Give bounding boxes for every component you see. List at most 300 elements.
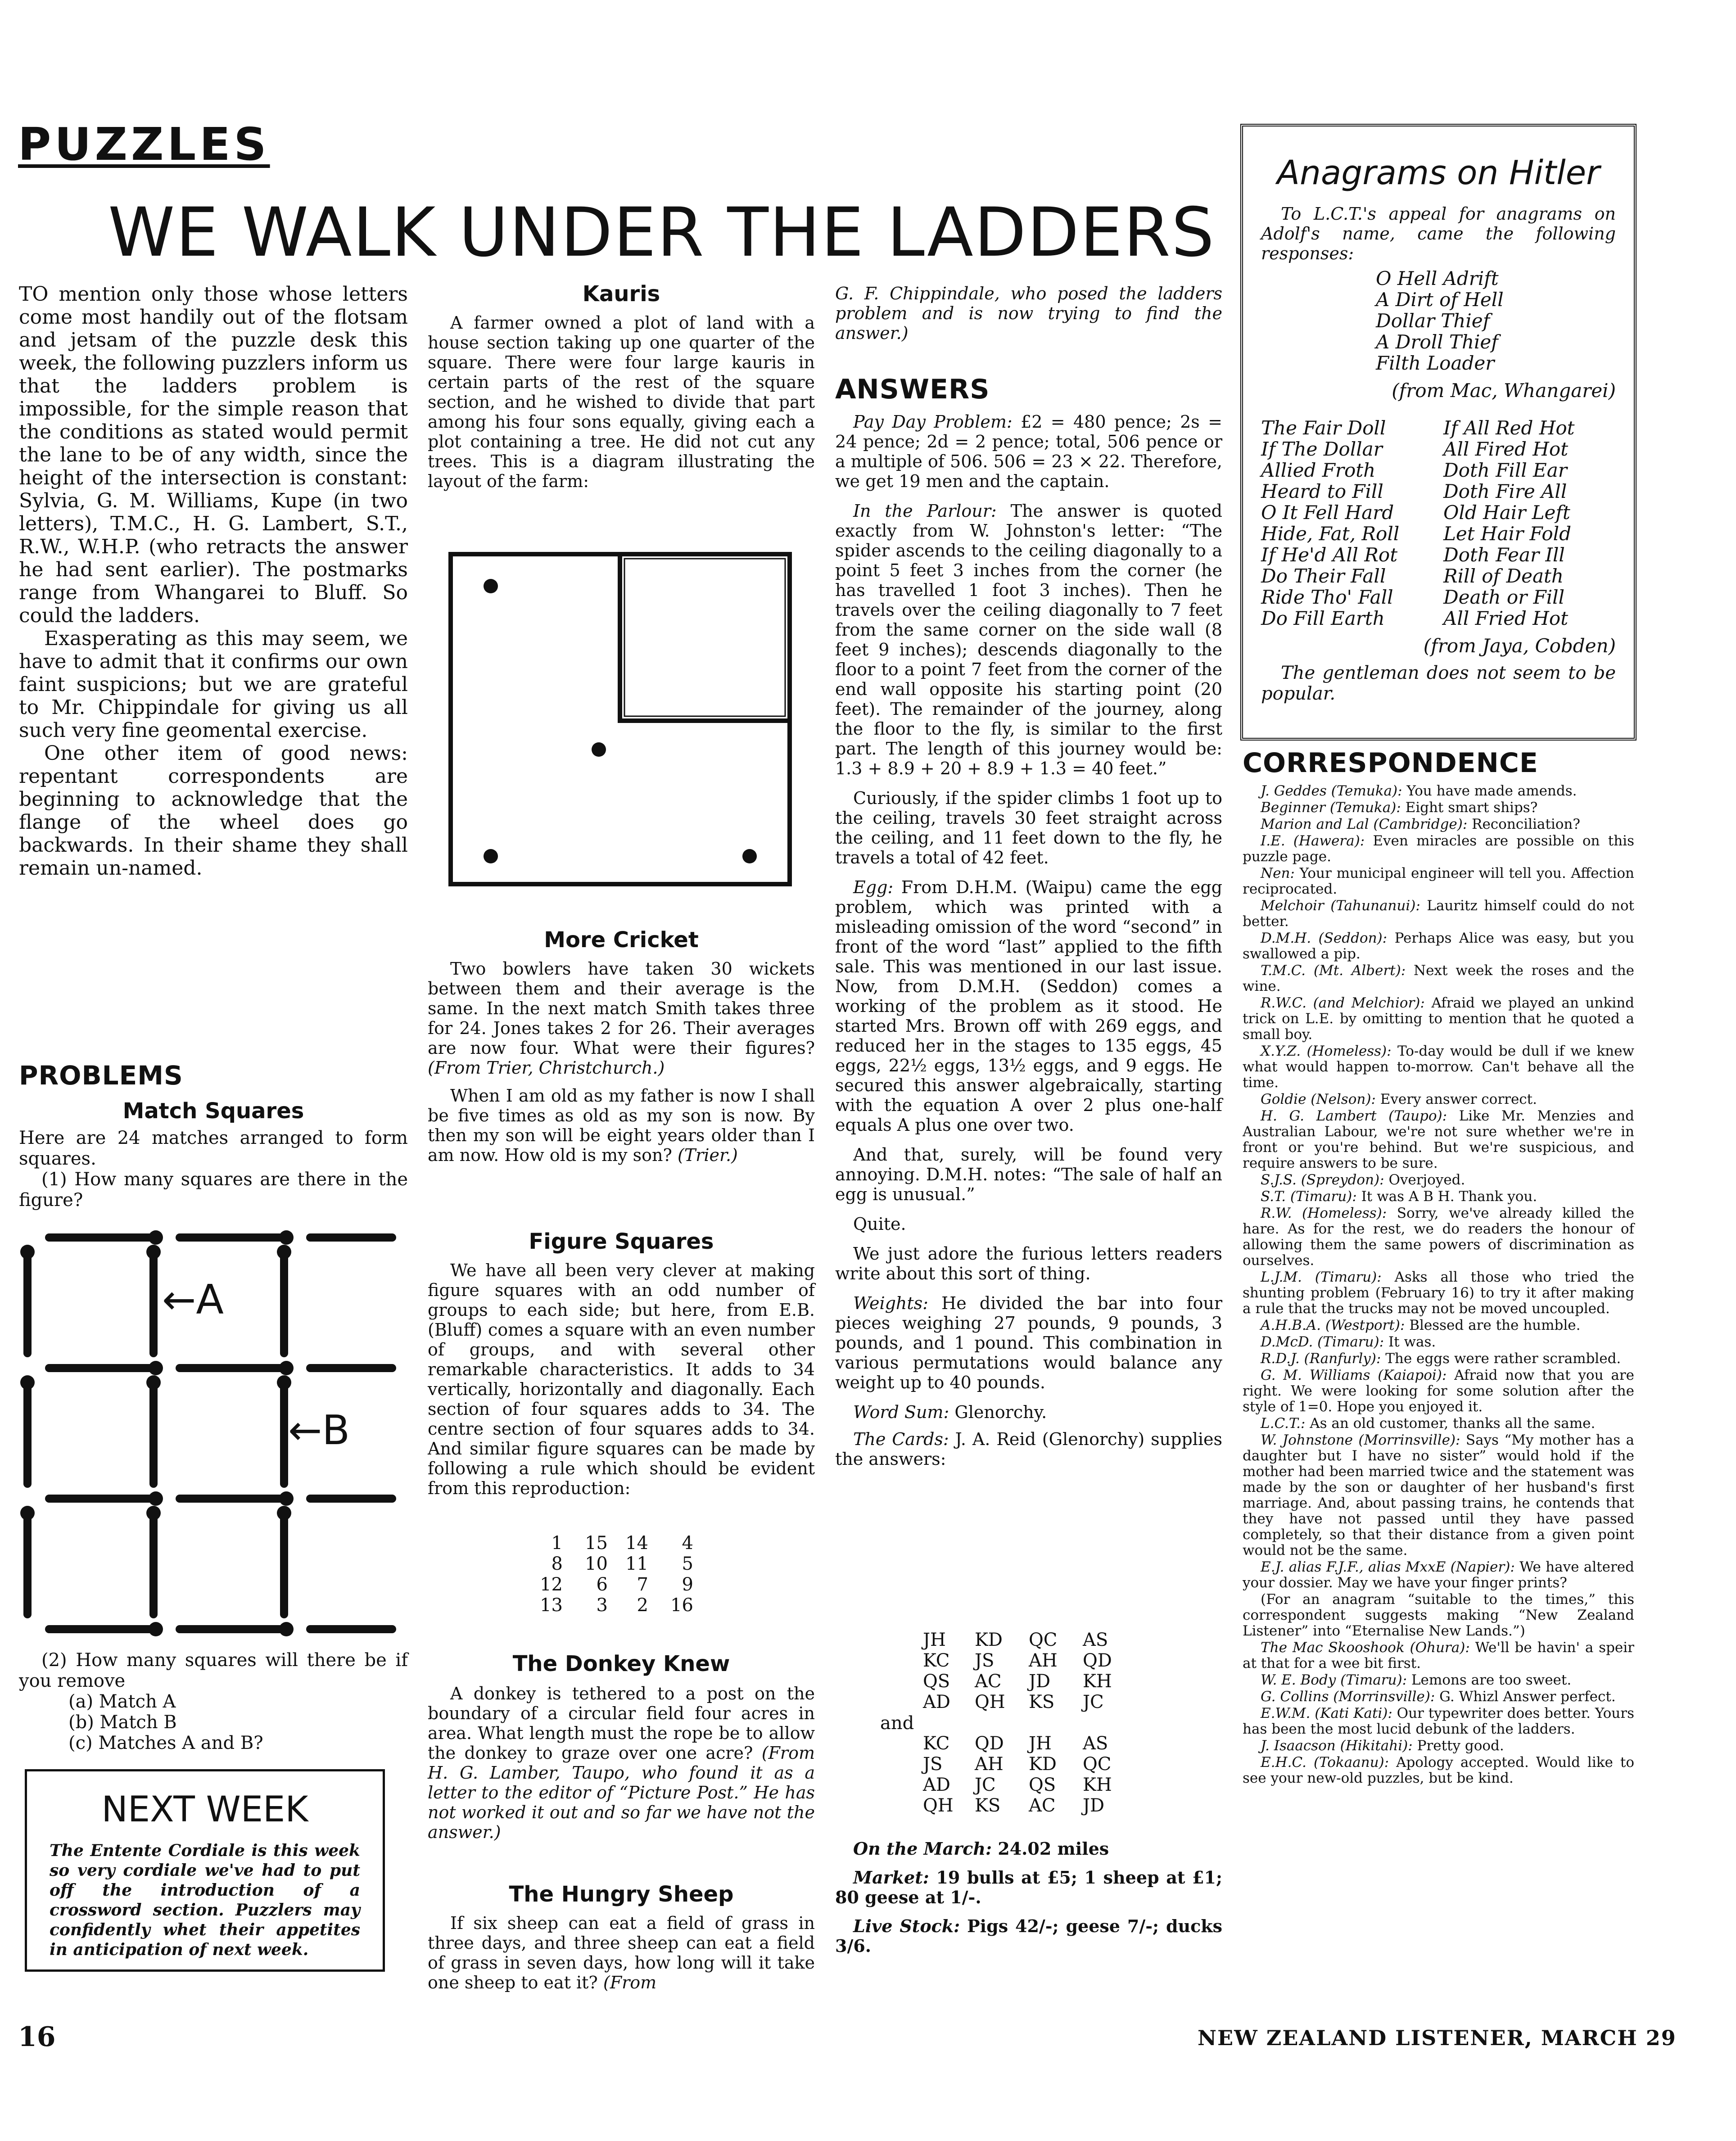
corr-name: G. M. Williams (Kaiapoi): xyxy=(1261,1367,1447,1383)
corr-name: J. Isaacson (Hikitahi): xyxy=(1261,1738,1413,1754)
donkey-title: The Donkey Knew xyxy=(512,1651,730,1676)
corr-name: W. Johnstone (Morrinsville): xyxy=(1261,1432,1460,1448)
match-stick xyxy=(176,1364,288,1372)
anagram-item: If He'd All Rot xyxy=(1261,544,1398,566)
corr-text: Afraid we played an unkind trick on L.E. by omitting to mention that he quoted a small boy. xyxy=(1243,995,1634,1043)
grid-cell: 1 xyxy=(551,1533,563,1554)
match-head xyxy=(277,1245,291,1259)
anagram-item: Do Fill Earth xyxy=(1261,607,1385,629)
anagram-item: Allied Froth xyxy=(1261,459,1376,481)
donkey-credit: (From H. G. Lamber, Taupo, who found it as a letter to the editor of “Picture Post.” He has not worked it out and so far we have not the answer.) xyxy=(428,1743,815,1842)
weights-text: He divided the bar into four pieces weighing 27 pounds, 9 pounds, 3 pounds, and 1 pound. This combination in various permutations would balance any weight up to 40 pounds. xyxy=(835,1293,1222,1392)
answers-body xyxy=(835,412,1222,1469)
anagrams-title: Anagrams on Hitler xyxy=(1277,154,1600,192)
grid-cell: 13 xyxy=(540,1595,563,1616)
corr-text: Asks all those who tried the shunting problem (February 16) to try it after making a rule that the trucks may not be moved uncoupled. xyxy=(1243,1269,1634,1317)
house-section-inner xyxy=(624,559,785,716)
cards-row xyxy=(923,1733,1128,1754)
livestock-text: Pigs 42/-; geese 7/-; ducks 3/6. xyxy=(835,1916,1223,1956)
match-squares-title: Match Squares xyxy=(122,1098,304,1124)
march-label: On the March: xyxy=(853,1838,992,1859)
anagram-item: Rill of Death xyxy=(1443,565,1564,587)
kauris-diagram xyxy=(448,551,792,887)
match-stick xyxy=(176,1495,288,1503)
corr-name: Beginner (Temuka): xyxy=(1261,799,1401,816)
corr-text: Blessed are the humble. xyxy=(1409,1317,1581,1333)
anagrams-right-col xyxy=(1443,417,1575,629)
corr-text: It was A B H. Thank you. xyxy=(1361,1188,1537,1205)
more-cricket-title: More Cricket xyxy=(544,927,699,953)
corr-text: To-day would be dull if we knew what would happen to-morrow. Can't behave all the time. xyxy=(1243,1043,1634,1091)
match-question-2 xyxy=(19,1650,408,1753)
corr-entry xyxy=(1243,963,1634,994)
corr-text: Lemons are too sweet. xyxy=(1411,1672,1572,1688)
corr-entry xyxy=(1243,1351,1634,1367)
corr-name: L.J.M. (Timaru): xyxy=(1261,1269,1382,1285)
match-stick xyxy=(306,1233,396,1242)
anagram-item: Dollar Thief xyxy=(1376,310,1490,332)
anagram-item: Heard to Fill xyxy=(1261,480,1383,502)
grid-row xyxy=(536,1574,693,1595)
card: QS xyxy=(1029,1775,1056,1795)
corr-name: T.M.C. (Mt. Albert): xyxy=(1261,962,1406,979)
card: AC xyxy=(1029,1795,1056,1816)
correspondence-list xyxy=(1243,783,1634,1787)
spider-note: Curiously, if the spider climbs 1 foot up to the ceiling, travels 30 feet straight across the ceiling, and 11 feet down to the fly, he travels a total of 42 feet. xyxy=(835,788,1222,867)
corr-name: E.W.M. (Kati Kati): xyxy=(1261,1705,1392,1721)
anagrams-credit-1: (from Mac, Whangarei) xyxy=(1392,379,1616,402)
card: AH xyxy=(1029,1650,1058,1671)
card: JH xyxy=(923,1630,946,1650)
cards-row xyxy=(923,1754,1128,1775)
corr-text: G. Whizl Answer perfect. xyxy=(1439,1689,1616,1705)
cards-and: and xyxy=(880,1713,914,1734)
grid-cell: 9 xyxy=(682,1574,693,1595)
grid-cell: 7 xyxy=(637,1574,648,1595)
corr-entry xyxy=(1243,1755,1634,1786)
intro-para-2: Exasperating as this may seem, we have to admit that it confirms our own faint suspicions; but we are grateful to Mr. Chippindale for giving us all such very fine geomental exercise. xyxy=(19,627,408,742)
adore-text: We just adore the furious letters readers write about this sort of thing. xyxy=(835,1244,1222,1283)
grid-cell: 4 xyxy=(682,1533,693,1554)
corr-name: Melchoir (Tahunanui): xyxy=(1261,898,1420,914)
market-label: Market: xyxy=(853,1867,929,1888)
corr-entry xyxy=(1243,817,1634,832)
match-stick xyxy=(45,1233,158,1242)
cards-label: The Cards: xyxy=(853,1429,949,1449)
match-head xyxy=(279,1230,294,1245)
corr-entry xyxy=(1243,1368,1634,1415)
market-answer xyxy=(835,1868,1222,1907)
age-para xyxy=(428,1086,815,1165)
weights-answer xyxy=(835,1293,1222,1392)
anagrams-two-col xyxy=(1261,417,1616,629)
corr-entry xyxy=(1243,1189,1634,1205)
intro-para-1: TO mention only those whose letters come most handily out of the flotsam and jetsam of the puzzle desk this week, the following puzzlers inform us that the ladders problem is impossible, for the simple reason that the conditions as stated would permit the lane to be of any width, since the height of the intersection is constant: Sylvia, G. M. Williams, Kupe (in two letters), T.M.C., H. G. Lambert, S.T., R.W., W.H.P. (who retracts the answer he had sent earlier). The postmarks range from Whangarei to Bluff. So could the ladders. xyxy=(19,283,408,627)
corr-name: S.J.S. (Spreydon): xyxy=(1261,1172,1384,1188)
corr-entry xyxy=(1243,1559,1634,1591)
corr-name: G. Collins (Morrinsville): xyxy=(1261,1689,1435,1705)
match-head xyxy=(20,1506,35,1520)
egg-text: From D.H.M. (Waipu) came the egg problem, which was printed with a misleading omission of the word “second” in front of the word “last” applied to the fifth sale. This was mentioned in our last issue. Now, from D.M.H. (Seddon) comes a working of the problem as it stood. He started Mrs. Brown off with 269 eggs, and reduced her in the stages to 135 eggs, 45 eggs, 22½ eggs, 13½ eggs, and 9 eggs. He secured this answer algebraically, starting with the equation A over 2 plus one-half equals A plus one over two. xyxy=(835,877,1222,1135)
corr-entry xyxy=(1243,930,1634,962)
corr-text: Overjoyed. xyxy=(1388,1172,1465,1188)
anagram-item: A Droll Thief xyxy=(1376,331,1498,353)
egg-answer xyxy=(835,877,1222,1135)
anagrams-box xyxy=(1240,124,1637,741)
grid-row xyxy=(536,1595,693,1616)
corr-text: Even miracles are possible on this puzzle page. xyxy=(1243,833,1634,865)
house-section xyxy=(620,554,790,721)
age-credit: (Trier.) xyxy=(678,1145,738,1165)
donkey-text xyxy=(428,1684,815,1842)
match-head xyxy=(277,1506,291,1520)
cards-row xyxy=(923,1630,1128,1650)
match-head xyxy=(277,1375,291,1390)
card: AS xyxy=(1083,1733,1108,1754)
grid-cell: 12 xyxy=(540,1574,563,1595)
corr-text: Our typewriter does better. Yours has been the most lucid debunk of the ladders. xyxy=(1243,1705,1634,1737)
livestock-label: Live Stock: xyxy=(853,1916,960,1936)
cards-grid-1 xyxy=(923,1630,1128,1712)
grid-row xyxy=(536,1554,693,1574)
match-stick xyxy=(23,1510,32,1618)
corr-entry xyxy=(1243,800,1634,816)
card: JC xyxy=(975,1775,996,1795)
corr-text: Lauritz himself could do not better. xyxy=(1243,898,1634,930)
parlour-text: The answer is quoted exactly from W. Johnston's letter: “The spider ascends to the ceiling diagonally to a point 5 feet 3 inches from the corner (he has travelled 1 foot 3 inches). Then he travels over the ceiling diagonally to 7 feet from the same corner on the side wall (8 feet 9 inches); descends diagonally to the floor to a point 7 feet from the corner of the end wall opposite his starting point (20 feet). The remainder of the journey, along the floor to the fly, is similar to the first part. The length of this journey would be: 1.3 + 8.9 + 20 + 8.9 + 1.3 = 40 feet.” xyxy=(835,501,1222,778)
corr-entry xyxy=(1243,1640,1634,1671)
cricket-credit: (From Trier, Christchurch.) xyxy=(428,1058,665,1078)
card: QC xyxy=(1083,1754,1112,1775)
grid-cell: 2 xyxy=(637,1595,648,1616)
corr-name: E.J. alias F.J.F., alias MxxE (Napier): xyxy=(1261,1559,1515,1575)
card: KH xyxy=(1083,1671,1112,1692)
corr-entry xyxy=(1243,1108,1634,1171)
corr-entry xyxy=(1243,1738,1634,1754)
corr-text: Like Mr. Menzies and Australian Labour, we're not sure whether we're in front or you're behind. But we're suspicious, and require answers to be sure. xyxy=(1243,1108,1634,1171)
anagram-item: Doth Fire All xyxy=(1443,480,1567,502)
sheep-credit: (From xyxy=(603,1973,657,1992)
anagram-item: A Dirt of Hell xyxy=(1376,289,1504,311)
corr-text: Your municipal engineer will tell you. Affection reciprocated. xyxy=(1243,865,1634,897)
match-head xyxy=(146,1375,161,1390)
anagram-item: The Fair Doll xyxy=(1261,417,1386,439)
card: KD xyxy=(975,1630,1003,1650)
corr-text: As an old customer, thanks all the same. xyxy=(1310,1415,1596,1432)
match-a-label: ←A xyxy=(162,1276,224,1323)
corr-entry xyxy=(1243,1206,1634,1269)
march-answer xyxy=(835,1839,1222,1859)
cards-row xyxy=(923,1671,1128,1692)
corr-name: A.H.B.A. (Westport): xyxy=(1261,1317,1405,1333)
kauris-text: A farmer owned a plot of land with a house section taking up one quarter of the square. There were four large kauris in certain parts of the rest of the square section, and he wished to divide that part among his four sons equally, giving each a plot containing a tree. He did not cut any trees. This is a diagram illustrating the layout of the farm: xyxy=(428,313,815,491)
anagram-item: O It Fell Hard xyxy=(1261,501,1394,524)
anagram-item: Let Hair Fold xyxy=(1443,523,1571,545)
corr-name: D.McD. (Timaru): xyxy=(1261,1334,1384,1350)
corr-entry xyxy=(1243,783,1634,799)
cards-answer xyxy=(835,1429,1222,1469)
grid-row xyxy=(536,1533,693,1554)
match-stick xyxy=(23,1380,32,1488)
corr-entry xyxy=(1243,1043,1634,1091)
anagram-item: Doth Fear Ill xyxy=(1443,544,1565,566)
match-stick xyxy=(149,1510,158,1618)
corr-text: Pretty good. xyxy=(1417,1738,1504,1754)
anagram-item: If All Red Hot xyxy=(1443,417,1575,439)
card: AD xyxy=(923,1692,950,1712)
card: KH xyxy=(1083,1775,1112,1795)
card: KC xyxy=(923,1733,950,1754)
match-stick xyxy=(280,1249,288,1357)
payday-answer xyxy=(835,412,1222,491)
corr-text: You have made amends. xyxy=(1406,783,1577,799)
corr-name: H. G. Lambert (Taupo): xyxy=(1261,1108,1447,1124)
match-head xyxy=(149,1622,163,1636)
kauri-tree-dot xyxy=(484,849,498,863)
corr-text: Apology accepted. Would like to see your new-old puzzles, but be kind. xyxy=(1243,1754,1634,1786)
match-stick xyxy=(149,1380,158,1488)
grid-cell: 11 xyxy=(625,1554,648,1574)
quite-text: Quite. xyxy=(853,1214,906,1234)
match-option-c: (c) Matches A and B? xyxy=(68,1733,263,1753)
match-squares-text xyxy=(19,1128,408,1211)
corr-text: Sorry, we've already killed the hare. As for the rest, we do readers the honour of allowing them the same powers of discrimination as ourselves. xyxy=(1243,1205,1635,1269)
cards-row xyxy=(923,1775,1128,1795)
card: AH xyxy=(975,1754,1004,1775)
corr-text: Next week the roses and the wine. xyxy=(1243,962,1635,994)
corr-entry xyxy=(1243,1706,1634,1737)
figure-square-grid xyxy=(536,1533,693,1616)
corr-entry xyxy=(1243,1416,1634,1432)
grid-cell: 8 xyxy=(551,1554,563,1574)
market-text: 19 bulls at £5; 1 sheep at £1; 80 geese at 1/-. xyxy=(835,1867,1222,1907)
match-text-2: (1) How many squares are there in the figure? xyxy=(19,1169,408,1211)
egg-note: And that, surely, will be found very annoying. D.M.H. notes: “The sale of half an egg is unusual.” xyxy=(835,1145,1222,1204)
section-label: PUZZLES xyxy=(18,118,270,171)
corr-name: R.W. (Homeless): xyxy=(1261,1205,1387,1221)
card: KS xyxy=(1029,1692,1055,1712)
corr-entry xyxy=(1243,833,1634,865)
card: AS xyxy=(1083,1630,1108,1650)
next-week-title: NEXT WEEK xyxy=(101,1789,308,1830)
corr-name: D.M.H. (Seddon): xyxy=(1261,930,1388,946)
card: QH xyxy=(975,1692,1005,1712)
age-question: When I am old as my father is now I shall be five times as old as my son is now. By then my son will be eight years older than I am now. How old is my son? xyxy=(428,1086,815,1165)
anagram-item: Ride Tho' Fall xyxy=(1261,586,1393,608)
match-stick xyxy=(45,1364,158,1372)
corr-entry xyxy=(1243,866,1634,897)
figure-squares-title: Figure Squares xyxy=(529,1229,714,1254)
match-head xyxy=(149,1491,163,1506)
sheep-text xyxy=(428,1913,815,1992)
card: KS xyxy=(975,1795,1001,1816)
corr-name: R.W.C. (and Melchior): xyxy=(1261,995,1425,1011)
match-stick xyxy=(45,1495,158,1503)
corr-entry xyxy=(1243,1689,1634,1705)
card: KC xyxy=(923,1650,950,1671)
corr-entry xyxy=(1243,1432,1634,1558)
grid-cell: 14 xyxy=(625,1533,648,1554)
page-number: 16 xyxy=(18,2021,56,2053)
kauri-tree-dot xyxy=(592,742,606,757)
match-stick xyxy=(280,1510,288,1618)
answers-heading: ANSWERS xyxy=(835,374,990,405)
anagrams-list-1 xyxy=(1261,268,1616,374)
match-stick xyxy=(280,1380,288,1488)
grid-cell: 16 xyxy=(670,1595,693,1616)
corr-text: The eggs were rather scrambled. xyxy=(1385,1351,1621,1367)
match-stick xyxy=(176,1625,288,1633)
corr-name: The Mac Skooshook (Ohura): xyxy=(1261,1640,1470,1656)
wordsum-answer xyxy=(835,1402,1222,1422)
anagram-item: O Hell Adrift xyxy=(1376,267,1499,289)
match-head xyxy=(146,1245,161,1259)
livestock-answer xyxy=(835,1916,1222,1956)
grid-cell: 15 xyxy=(585,1533,608,1554)
card: AC xyxy=(975,1671,1002,1692)
corr-text: Every answer correct. xyxy=(1380,1091,1537,1107)
cricket-para xyxy=(428,959,815,1078)
headline: WE WALK UNDER THE LADDERS xyxy=(108,194,1216,272)
card: JH xyxy=(1029,1733,1052,1754)
card: KD xyxy=(1029,1754,1057,1775)
match-stick xyxy=(23,1249,32,1357)
match-stick xyxy=(45,1625,158,1633)
payday-text: £2 = 480 pence; 2s = 24 pence; 2d = 2 pence; total, 506 pence or a multiple of 506. 506 = 23 × 22. Therefore, we get 19 men and the captain. xyxy=(835,412,1222,491)
wordsum-text: Glenorchy. xyxy=(954,1402,1047,1422)
corr-entry xyxy=(1243,1672,1634,1688)
corr-name: W. E. Body (Timaru): xyxy=(1261,1672,1407,1688)
grid-cell: 5 xyxy=(682,1554,693,1574)
cricket-question: Two bowlers have taken 30 wickets between them and their average is the same. In the next match Smith takes three for 24. Jones takes 2 for 26. Their averages are now four. What were their figures? xyxy=(428,959,815,1058)
parlour-answer xyxy=(835,501,1222,778)
match-head xyxy=(146,1506,161,1520)
corr-entry xyxy=(1243,995,1634,1043)
corr-text: It was. xyxy=(1388,1334,1436,1350)
card: JD xyxy=(1029,1671,1051,1692)
donkey-question: A donkey is tethered to a post on the boundary of a circular field four acres in area. What length must the rope be to allow the donkey to graze over one acre? xyxy=(428,1684,815,1763)
corr-name: R.D.J. (Ranfurly): xyxy=(1261,1351,1381,1367)
publication-footer: NEW ZEALAND LISTENER, MARCH 29 xyxy=(1198,2026,1677,2050)
match-head xyxy=(20,1245,35,1259)
match-stick xyxy=(306,1495,396,1503)
march-text: 24.02 miles xyxy=(998,1838,1109,1859)
chippindale-credit: G. F. Chippindale, who posed the ladders problem and is now trying to find the answer.) xyxy=(835,284,1222,343)
card: JC xyxy=(1083,1692,1104,1712)
next-week-text: The Entente Cordiale is this week so very cordiale we've had to put off the introduction of a crossword section. Puzzlers may confidently whet their appetites in anticipation of next week. xyxy=(50,1841,360,1959)
answers-bottom xyxy=(835,1839,1222,1956)
intro-article xyxy=(19,283,408,880)
corr-name: Nen: xyxy=(1261,865,1295,881)
corr-entry xyxy=(1243,1092,1634,1107)
anagrams-closing: The gentleman does not seem to be popular. xyxy=(1261,663,1616,704)
corr-name: S.T. (Timaru): xyxy=(1261,1188,1357,1205)
anagram-item: Do Their Fall xyxy=(1261,565,1386,587)
anagrams-intro: To L.C.T.'s appeal for anagrams on Adolf's name, came the following responses: xyxy=(1261,204,1616,263)
card: JD xyxy=(1083,1795,1105,1816)
match-b-label: ←B xyxy=(288,1407,350,1454)
anagram-item: All Fried Hot xyxy=(1443,607,1569,629)
weights-label: Weights: xyxy=(853,1293,928,1313)
egg-label: Egg: xyxy=(853,877,894,897)
corr-entry xyxy=(1243,898,1634,930)
grid-cell: 3 xyxy=(596,1595,608,1616)
match-text-1: Here are 24 matches arranged to form squares. xyxy=(19,1128,408,1169)
sheep-question: If six sheep can eat a field of grass in three days, and three sheep can eat a field of grass in seven days, how long will it take one sheep to eat it? xyxy=(428,1913,815,1992)
anagrams-left-col xyxy=(1261,417,1443,629)
corr-text: We'll be havin' a speir at that for a wee bit first. xyxy=(1243,1640,1635,1671)
match-head xyxy=(20,1375,35,1390)
sheep-title: The Hungry Sheep xyxy=(509,1882,734,1907)
cards-text: J. A. Reid (Glenorchy) supplies the answers: xyxy=(835,1429,1222,1469)
card: JS xyxy=(923,1754,943,1775)
match-text-3: (2) How many squares will there be if you remove xyxy=(19,1650,408,1691)
card: QD xyxy=(1083,1650,1112,1671)
intro-para-3: One other item of good news: repentant correspondents are beginning to acknowledge that the flange of the wheel does go backwards. In their shame they shall remain un-named. xyxy=(19,742,408,880)
wordsum-label: Word Sum: xyxy=(853,1402,949,1422)
corr-name: Goldie (Nelson): xyxy=(1261,1091,1376,1107)
match-option-a: (a) Match A xyxy=(68,1691,176,1712)
corr-name: L.C.T.: xyxy=(1261,1415,1306,1432)
match-stick xyxy=(176,1233,288,1242)
corr-name: X.Y.Z. (Homeless): xyxy=(1261,1043,1392,1059)
corr-text: Reconciliation? xyxy=(1472,816,1581,832)
grid-cell: 10 xyxy=(585,1554,608,1574)
corr-entry xyxy=(1243,1334,1634,1350)
corr-name: I.E. (Hawera): xyxy=(1261,833,1365,849)
card: QC xyxy=(1029,1630,1058,1650)
corr-name: E.H.C. (Tokaanu): xyxy=(1261,1754,1389,1771)
more-cricket-text xyxy=(428,959,815,1165)
next-week-box xyxy=(25,1769,385,1972)
cards-grid-2 xyxy=(923,1733,1128,1816)
card: QH xyxy=(923,1795,954,1816)
anagram-item: All Fired Hot xyxy=(1443,438,1569,460)
anagram-item: Doth Fill Ear xyxy=(1443,459,1567,481)
kauri-tree-dot xyxy=(484,579,498,593)
corr-name: Marion and Lal (Cambridge): xyxy=(1261,816,1468,832)
anagrams-credit-2: (from Jaya, Cobden) xyxy=(1423,635,1616,657)
parlour-label: In the Parlour: xyxy=(853,501,997,521)
corr-text: We have altered your dossier. May we have your finger prints? xyxy=(1243,1559,1634,1591)
corr-name: J. Geddes (Temuka): xyxy=(1261,783,1402,799)
correspondence-heading: CORRESPONDENCE xyxy=(1243,747,1538,779)
cards-row xyxy=(923,1692,1128,1712)
corr-entry xyxy=(1243,1172,1634,1188)
corr-entry xyxy=(1243,1592,1634,1639)
match-stick xyxy=(306,1625,396,1633)
corr-entry xyxy=(1243,1318,1634,1333)
corr-text: Says “My mother has a daughter but I have no sister” would hold if the mother had been married twice and the statement was made by the son or daughter of her husband's first marriage. And, about passing trains, he contends that they have not passed until they have passed completely, so that their distance from a given point would not be the same. xyxy=(1243,1432,1634,1558)
anagram-item: If The Dollar xyxy=(1261,438,1383,460)
card: QS xyxy=(923,1671,950,1692)
card: AD xyxy=(923,1775,950,1795)
anagram-item: Death or Fill xyxy=(1443,586,1565,608)
corr-text: Afraid now that you are right. We were looking for some solution after the style of 1=0. Hope you enjoyed it. xyxy=(1243,1367,1634,1415)
match-head xyxy=(279,1622,294,1636)
corr-entry xyxy=(1243,1269,1634,1317)
corr-text: (For an anagram “suitable to the times,” this correspondent suggests making “New Zealand Listener” into “Eternalise New Lands.”) xyxy=(1243,1591,1634,1639)
corr-text: Eight smart ships? xyxy=(1405,799,1538,816)
match-stick xyxy=(149,1249,158,1357)
card: QD xyxy=(975,1733,1004,1754)
corr-text: Perhaps Alice was easy, but you swallowed a pip. xyxy=(1243,930,1634,962)
anagram-item: Old Hair Left xyxy=(1443,501,1570,524)
card: JS xyxy=(975,1650,995,1671)
match-squares-diagram xyxy=(18,1227,405,1632)
cards-row xyxy=(923,1795,1128,1816)
problems-heading: PROBLEMS xyxy=(19,1060,183,1091)
